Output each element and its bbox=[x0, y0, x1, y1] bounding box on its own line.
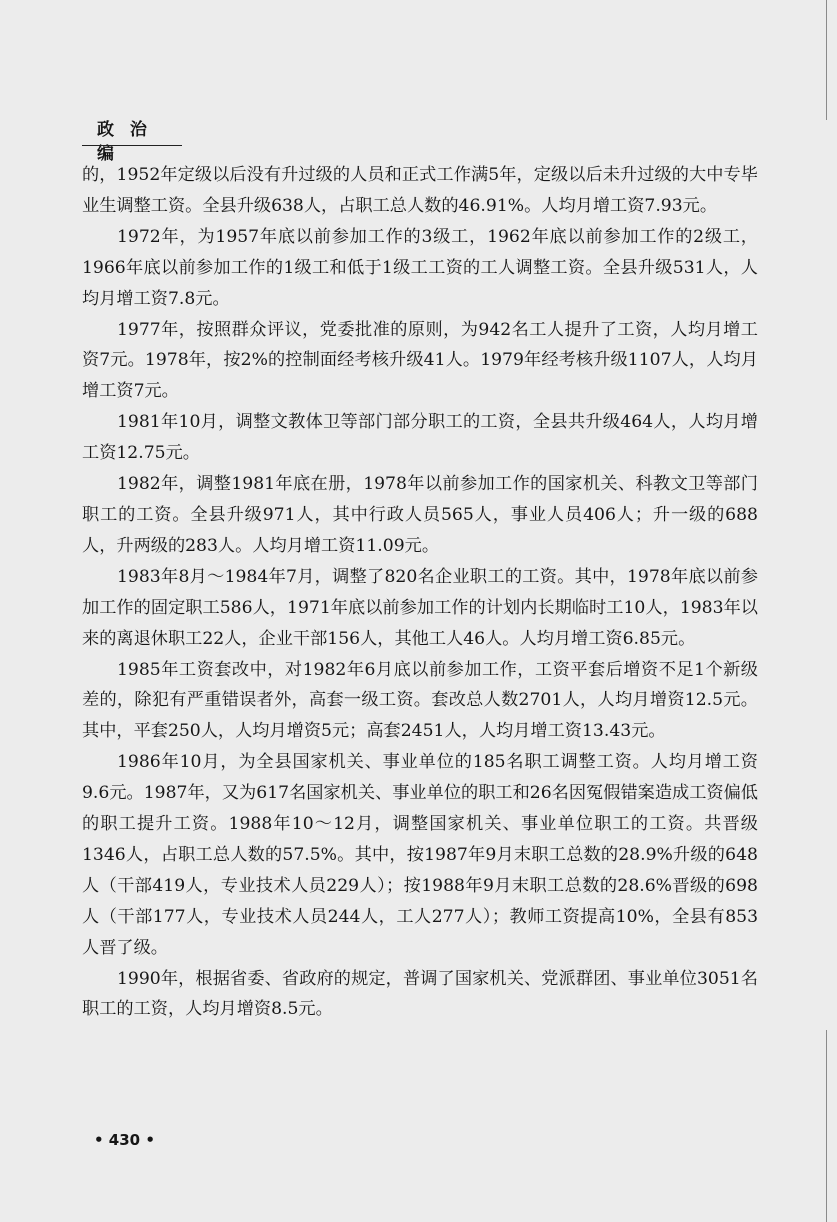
running-header bbox=[82, 118, 182, 166]
scan-edge-mark bbox=[826, 0, 827, 120]
page-number: • 430 • bbox=[94, 1131, 155, 1149]
header-rule bbox=[82, 145, 182, 146]
paragraph: 1977年，按照群众评议，党委批准的原则，为942名工人提升了工资，人均月增工资7元。1978年，按2%的控制面经考核升级41人。1979年经考核升级1107人，人均月增工资7元。 bbox=[82, 319, 758, 402]
paragraph: 1983年8月～1984年7月，调整了820名企业职工的工资。其中，1978年底以前参加工作的固定职工586人，1971年底以前参加工作的计划内长期临时工10人，1983年以来的离退休职工22人，企业干部156人，其他工人46人。人均月增工资6.85元。 bbox=[82, 566, 758, 649]
section-title: 政 治 编 bbox=[97, 120, 152, 164]
paragraph: 的，1952年定级以后没有升过级的人员和正式工作满5年，定级以后未升过级的大中专毕业生调整工资。全县升级638人，占职工总人数的46.91%。人均月增工资7.93元。 bbox=[82, 165, 758, 216]
paragraph: 1972年，为1957年底以前参加工作的3级工，1962年底以前参加工作的2级工，1966年底以前参加工作的1级工和低于1级工工资的工人调整工资。全县升级531人，人均月增工资7.8元。 bbox=[82, 226, 758, 309]
paragraph: 1981年10月，调整文教体卫等部门部分职工的工资，全县共升级464人，人均月增工资12.75元。 bbox=[82, 412, 758, 464]
paragraph: 1986年10月，为全县国家机关、事业单位的185名职工调整工资。人均月增工资9.6元。1987年，又为617名国家机关、事业单位的职工和26名因冤假错案造成工资偏低的职工提升工资。1988年10～12月，调整国家机关、事业单位职工的工资。共晋级1346人，占职工总人数的57.5%。其中，按1987年9月末职工总数的28.9%升级的648人（干部419人，专业技术人员229人）；按1988年9月末职工总数的28.6%晋级的698人（干部177人，专业技术人员244人，工人277人）；教师工资提高10%，全县有853人晋了级。 bbox=[82, 752, 758, 958]
scan-edge-mark bbox=[826, 1030, 827, 1222]
body-text bbox=[82, 160, 758, 1025]
paragraph: 1985年工资套改中，对1982年6月底以前参加工作，工资平套后增资不足1个新级差的，除犯有严重错误者外，高套一级工资。套改总人数2701人，人均月增资12.5元。其中，平套250人，人均月增资5元；高套2451人，人均月增工资13.43元。 bbox=[82, 659, 758, 742]
paragraph: 1990年，根据省委、省政府的规定，普调了国家机关、党派群团、事业单位3051名职工的工资，人均月增资8.5元。 bbox=[82, 968, 758, 1020]
paragraph: 1982年，调整1981年底在册，1978年以前参加工作的国家机关、科教文卫等部门职工的工资。全县升级971人，其中行政人员565人，事业人员406人；升一级的688人，升两级的283人。人均月增工资11.09元。 bbox=[82, 474, 758, 556]
